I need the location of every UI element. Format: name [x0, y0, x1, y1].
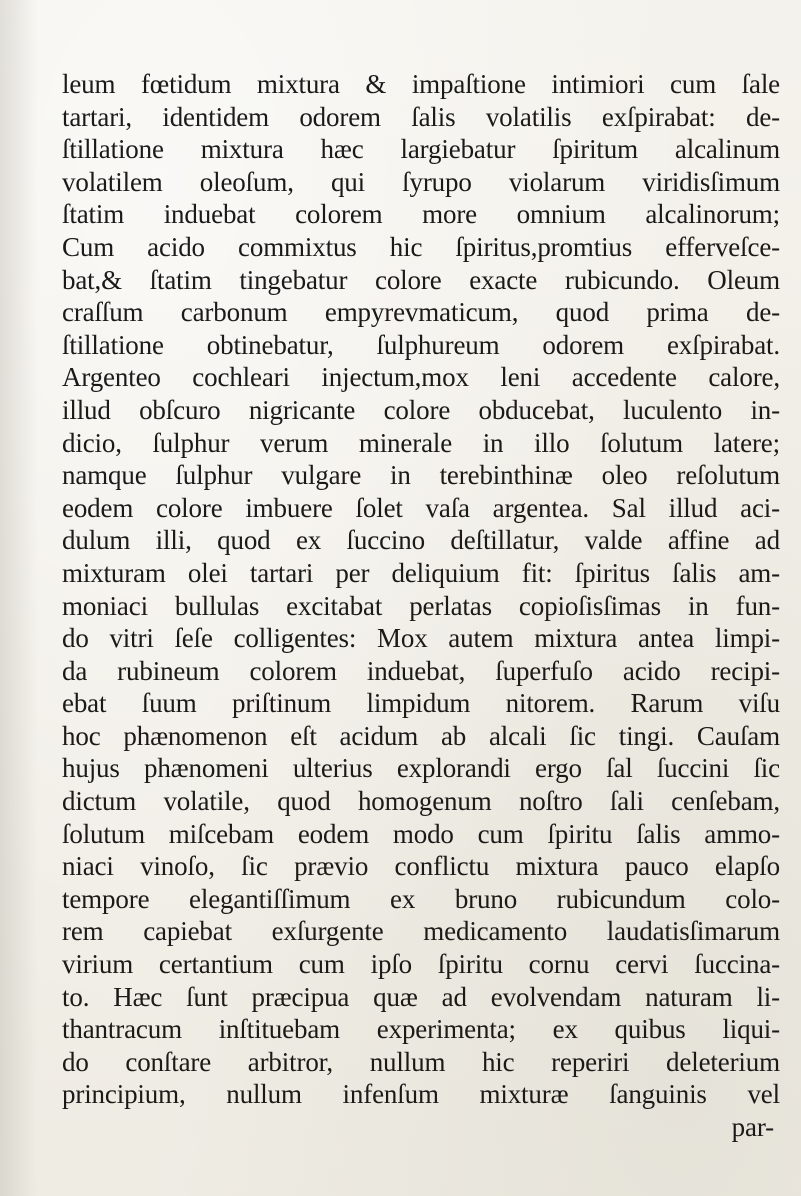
- text-line: ebat ſuum priſtinum limpidum nitorem. Rarum viſu: [62, 688, 780, 719]
- text-line: Argenteo cochleari injectum,mox leni accedente calore,: [62, 362, 780, 393]
- text-line: ſolutum miſcebam eodem modo cum ſpiritu ſalis ammo-: [62, 818, 780, 849]
- text-line: illud obſcuro nigricante colore obducebat, luculento in-: [62, 394, 780, 425]
- text-line: thantracum inſtituebam experimenta; ex quibus liqui-: [62, 1014, 780, 1045]
- text-line: rem capiebat exſurgente medicamento laudatisſimarum: [62, 916, 780, 947]
- text-line: do vitri ſeſe colligentes: Mox autem mixtura antea limpi-: [62, 623, 780, 654]
- text-line: ſtillatione mixtura hæc largiebatur ſpiritum alcalinum: [62, 134, 780, 165]
- text-line: ſtatim induebat colorem more omnium alcalinorum;: [62, 199, 780, 230]
- text-line: craſſum carbonum empyrevmaticum, quod prima de-: [62, 297, 780, 328]
- text-line: principium, nullum infenſum mixturæ ſanguinis vel: [62, 1079, 780, 1110]
- text-line: dictum volatile, quod homogenum noſtro ſali cenſebam,: [62, 786, 780, 817]
- catchword: par-: [731, 1112, 774, 1142]
- text-line: ſtillatione obtinebatur, ſulphureum odorem exſpirabat.: [62, 329, 780, 360]
- text-line: do conſtare arbitror, nullum hic reperiri deleterium: [62, 1046, 780, 1077]
- text-line: dulum illi, quod ex ſuccino deſtillatur, valde affine ad: [62, 525, 780, 556]
- text-line: mixturam olei tartari per deliquium fit: ſpiritus ſalis am-: [62, 557, 780, 588]
- text-line: virium certantium cum ipſo ſpiritu cornu cervi ſuccina-: [62, 949, 780, 980]
- text-line: tempore elegantiſſimum ex bruno rubicundum colo-: [62, 883, 780, 914]
- text-line: niaci vinoſo, ſic prævio conflictu mixtura pauco elapſo: [62, 851, 780, 882]
- text-line: tartari, identidem odorem ſalis volatilis exſpirabat: de-: [62, 101, 780, 132]
- text-line: eodem colore imbuere ſolet vaſa argentea. Sal illud aci-: [62, 492, 780, 523]
- text-line: to. Hæc ſunt præcipua quæ ad evolvendam naturam li-: [62, 981, 780, 1012]
- text-line: hujus phænomeni ulterius explorandi ergo ſal ſuccini ſic: [62, 753, 780, 784]
- body-text: [62, 68, 780, 1144]
- text-line: Cum acido commixtus hic ſpiritus,promtius efferveſce-: [62, 231, 780, 262]
- text-line: dicio, ſulphur verum minerale in illo ſolutum latere;: [62, 427, 780, 458]
- text-line: namque ſulphur vulgare in terebinthinæ oleo reſolutum: [62, 460, 780, 491]
- text-line: bat,& ſtatim tingebatur colore exacte rubicundo. Oleum: [62, 264, 780, 295]
- text-line: volatilem oleoſum, qui ſyrupo violarum viridisſimum: [62, 166, 780, 197]
- page-gutter-shadow: [0, 0, 38, 1196]
- text-line: moniaci bullulas excitabat perlatas copioſisſimas in fun-: [62, 590, 780, 621]
- text-line: leum fœtidum mixtura & impaſtione intimiori cum ſale: [62, 69, 780, 99]
- text-line: da rubineum colorem induebat, ſuperfuſo acido recipi-: [62, 655, 780, 686]
- text-line: hoc phænomenon eſt acidum ab alcali ſic tingi. Cauſam: [62, 720, 780, 751]
